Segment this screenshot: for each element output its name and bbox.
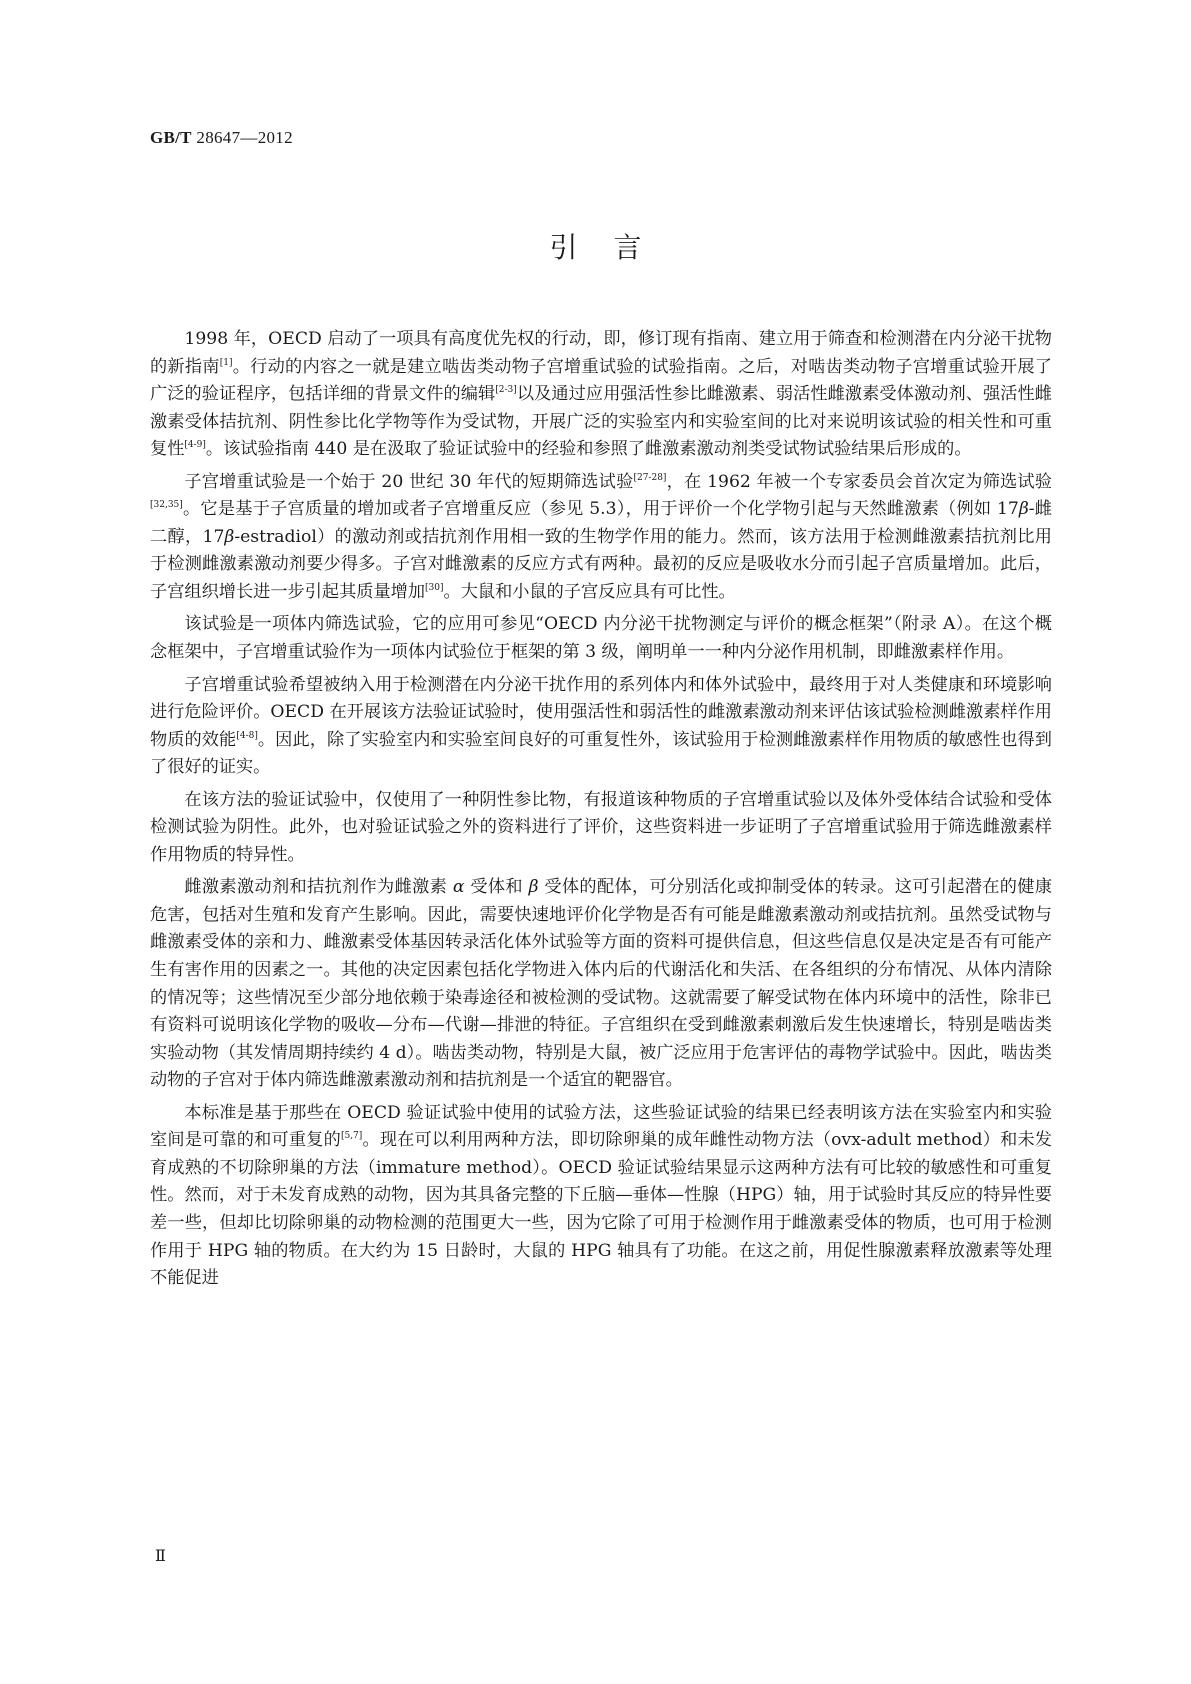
page-number: Ⅱ [155, 1546, 166, 1565]
text-run: 子宫增重试验希望被纳入用于检测潜在内分泌干扰作用的系列体内和体外试验中，最终用于对人类健康和环境影响进行危险评价。OECD 在开展该方法验证试验时，使用强活性和弱活性的雌激素激动剂来评估该试验检测雌激素样作用物质的效能 [150, 674, 1052, 750]
citation-ref: [4-8] [236, 730, 258, 741]
body-paragraph [150, 611, 1052, 666]
citation-ref: [30] [425, 582, 444, 593]
text-run: 。现在可以利用两种方法，即切除卵巢的成年雌性动物方法（ovx-adult method）和未发育成熟的不切除卵巢的方法（immature method）。OECD 验证试验结果显示这两种方法有可比较的敏感性和可重复性。然而，对于未发育成熟的动物，因为其具备完整的下丘脑—垂体—性腺（HPG）轴，用于试验时其反应的特异性要差一些，但却比切除卵巢的动物检测的范围更大一些，因为它除了可用于检测作用于雌激素受体的物质，也可用于检测作用于 HPG 轴的物质。在大约为 15 日龄时，大鼠的 HPG 轴具有了功能。在这之前，用促性腺激素释放激素等处理不能促进 [150, 1130, 1052, 1289]
text-run: 。因此，除了实验室内和实验室间良好的可重复性外，该试验用于检测雌激素样作用物质的敏感性也得到了很好的证实。 [150, 729, 1052, 778]
text-run: 该试验是一项体内筛选试验，它的应用可参见“OECD 内分泌干扰物测定与评价的概念框架”（附录 A）。在这个概念框架中，子宫增重试验作为一项体内试验位于框架的第 3 级，阐明单一一种内分泌作用机制，即雌激素样作用。 [150, 614, 1052, 663]
text-run: 子宫增重试验是一个始于 20 世纪 30 年代的短期筛选试验 [184, 471, 634, 492]
body-paragraph [150, 874, 1052, 1094]
standard-number [150, 128, 293, 148]
text-run: ，在 1962 年被一个专家委员会首次定为筛选试验 [666, 471, 1052, 492]
text-run: 雌激素激动剂和拮抗剂作为雌激素 [184, 877, 453, 898]
standard-code: 28647—2012 [196, 128, 293, 147]
text-run: -雌二醇，17 [150, 499, 1052, 547]
page-title: 引言 [549, 231, 678, 264]
body-paragraph [150, 1100, 1052, 1293]
standard-prefix: GB/T [150, 128, 192, 147]
citation-ref: [2-3] [495, 385, 517, 396]
text-run: 以及通过应用强活性参比雌激素、弱活性雌激素受体激动剂、强活性雌激素受体拮抗剂、阴性参比化学物等作为受试物，开展广泛的实验室内和实验室间的比对来说明该试验的相关性和可重复性 [150, 384, 1052, 460]
citation-ref: [32,35] [150, 500, 183, 511]
text-run: 本标准是基于那些在 OECD 验证试验中使用的试验方法，这些验证试验的结果已经表明该方法在实验室内和实验室间是可靠的和可重复的 [150, 1102, 1052, 1151]
body-paragraph [150, 787, 1052, 870]
greek-symbol: α [452, 877, 465, 898]
citation-ref: [4-9] [184, 440, 206, 451]
citation-ref: [27-28] [633, 472, 667, 483]
text-run: 1998 年，OECD 启动了一项具有高度优先权的行动，即，修订现有指南、建立用于筛查和检测潜在内分泌干扰物的新指南 [150, 329, 1052, 377]
greek-symbol: β [1018, 499, 1029, 520]
citation-ref: [5,7] [340, 1131, 363, 1142]
greek-symbol: β [528, 877, 539, 898]
text-run: 。它是基于子宫质量的增加或者子宫增重反应（参见 5.3），用于评价一个化学物引起与天然雌激素（例如 17 [182, 499, 1019, 520]
citation-ref: [1] [219, 357, 233, 368]
body-paragraph [150, 326, 1052, 464]
greek-symbol: β [224, 526, 235, 547]
text-run: 。行动的内容之一就是建立啮齿类动物子宫增重试验的试验指南。之后，对啮齿类动物子宫增重试验开展了广泛的验证程序，包括详细的背景文件的编辑 [150, 356, 1052, 405]
body-paragraph [150, 469, 1052, 607]
text-run: 受体和 [464, 877, 529, 898]
body-paragraph [150, 672, 1052, 782]
body-text [150, 326, 1052, 1298]
text-run: 。该试验指南 440 是在汲取了验证试验中的经验和参照了雌激素激动剂类受试物试验结果后形成的。 [205, 439, 972, 460]
text-run: 。大鼠和小鼠的子宫反应具有可比性。 [443, 581, 736, 602]
text-run: 在该方法的验证试验中，仅使用了一种阴性参比物，有报道该种物质的子宫增重试验以及体外受体结合试验和受体检测试验为阴性。此外，也对验证试验之外的资料进行了评价，这些资料进一步证明了子宫增重试验用于筛选雌激素样作用物质的特异性。 [150, 789, 1052, 865]
text-run: -estradiol）的激动剂或拮抗剂作用相一致的生物学作用的能力。然而，该方法用于检测雌激素拮抗剂比用于检测雌激素激动剂要少得多。子宫对雌激素的反应方式有两种。最初的反应是吸收水分而引起子宫质量增加。此后，子宫组织增长进一步引起其质量增加 [150, 526, 1052, 602]
text-run: 受体的配体，可分别活化或抑制受体的转录。这可引起潜在的健康危害，包括对生殖和发育产生影响。因此，需要快速地评价化学物是否有可能是雌激素激动剂或拮抗剂。虽然受试物与雌激素受体的亲和力、雌激素受体基因转录活化体外试验等方面的资料可提供信息，但这些信息仅是决定是否有可能产生有害作用的因素之一。其他的决定因素包括化学物进入体内后的代谢活化和失活、在各组织的分布情况、从体内清除的情况等；这些情况至少部分地依赖于染毒途径和被检测的受试物。这就需要了解受试物在体内环境中的活性，除非已有资料可说明该化学物的吸收—分布—代谢—排泄的特征。子宫组织在受到雌激素刺激后发生快速增长，特别是啮齿类实验动物（其发情周期持续约 4 d）。啮齿类动物，特别是大鼠，被广泛应用于危害评估的毒物学试验中。因此，啮齿类动物的子宫对于体内筛选雌激素激动剂和拮抗剂是一个适宜的靶器官。 [150, 877, 1053, 1091]
